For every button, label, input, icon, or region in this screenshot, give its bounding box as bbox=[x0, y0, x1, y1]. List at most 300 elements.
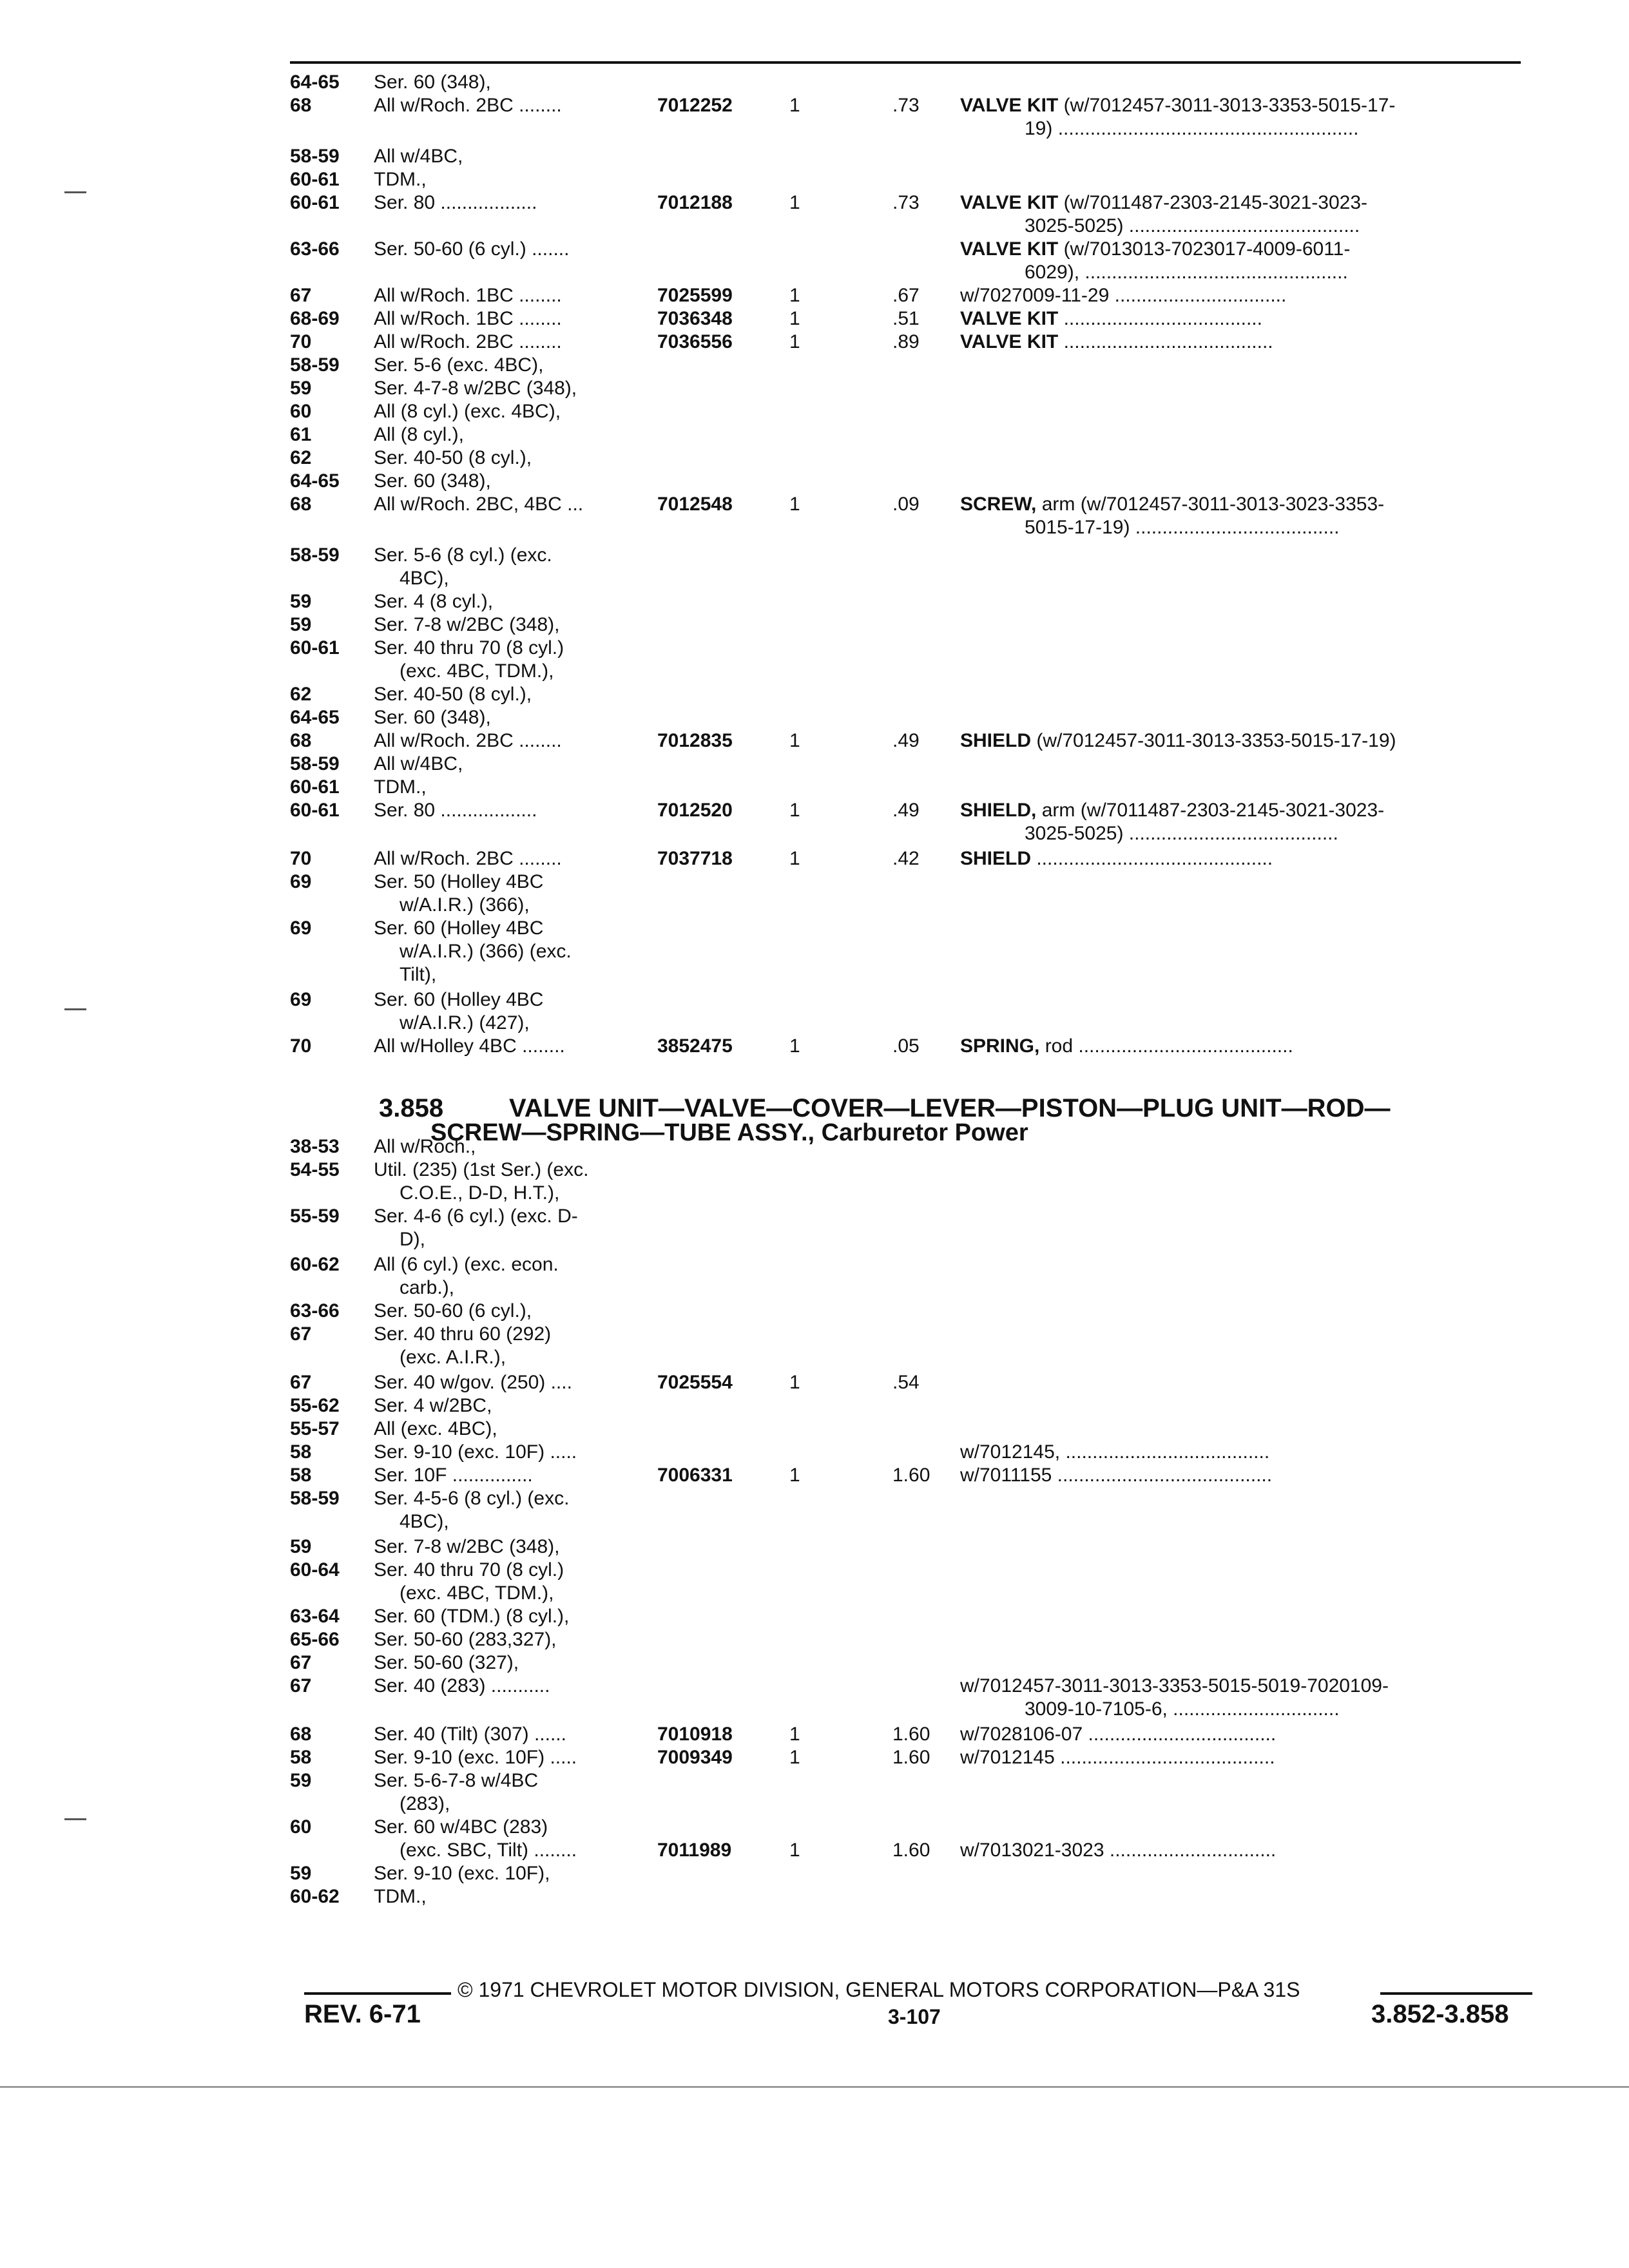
table-row bbox=[0, 447, 1629, 471]
description-continued: 5015-17-19) ...................................... bbox=[1025, 517, 1340, 538]
table-row bbox=[0, 567, 1629, 591]
application: Ser. 5-6 (exc. 4BC), bbox=[374, 354, 544, 376]
part-notes: w/7013021-3023 ............................... bbox=[960, 1840, 1277, 1861]
part-number: 7012520 bbox=[657, 800, 733, 821]
table-row bbox=[0, 400, 1629, 425]
application-continued: (exc. SBC, Tilt) ........ bbox=[400, 1840, 577, 1861]
model-years: 67 bbox=[290, 1675, 312, 1696]
part-number: 7011989 bbox=[657, 1840, 732, 1861]
model-years: 63-64 bbox=[290, 1606, 340, 1627]
part-name: VALVE KIT bbox=[960, 331, 1059, 352]
table-row bbox=[0, 1323, 1629, 1347]
part-number: 7036556 bbox=[657, 331, 733, 352]
model-years: 60 bbox=[290, 401, 312, 422]
table-row bbox=[0, 660, 1629, 684]
application: TDM., bbox=[374, 1886, 427, 1907]
table-row bbox=[0, 1012, 1629, 1036]
scan-edge-line bbox=[0, 2086, 1629, 2088]
application: All w/Holley 4BC ........ bbox=[374, 1035, 565, 1057]
model-years: 63-66 bbox=[290, 238, 340, 260]
price: 1.60 bbox=[892, 1465, 930, 1486]
copyright-line: © 1971 CHEVROLET MOTOR DIVISION, GENERAL MOTORS CORPORATION—P&A 31S bbox=[458, 1978, 1300, 2001]
application: Ser. 4 (8 cyl.), bbox=[374, 591, 494, 612]
revision-label: REV. 6-71 bbox=[304, 2000, 421, 2028]
part-name: SPRING, bbox=[960, 1035, 1040, 1057]
table-row bbox=[0, 1746, 1629, 1771]
part-name: VALVE KIT bbox=[960, 238, 1059, 260]
table-row bbox=[0, 145, 1629, 169]
part-name: VALVE KIT bbox=[960, 192, 1059, 213]
model-years: 67 bbox=[290, 1652, 312, 1673]
model-years: 68-69 bbox=[290, 308, 340, 329]
model-years: 55-57 bbox=[290, 1418, 340, 1439]
table-row bbox=[0, 729, 1629, 754]
part-notes: (w/7012457-3011-3013-3353-5015-17-19) bbox=[1031, 730, 1396, 751]
model-years: 63-66 bbox=[290, 1300, 340, 1321]
table-row bbox=[0, 940, 1629, 965]
table-row bbox=[0, 544, 1629, 568]
table-row bbox=[0, 191, 1629, 216]
quantity: 1 bbox=[789, 1465, 800, 1486]
application: All w/Roch. 2BC, 4BC ... bbox=[374, 494, 584, 515]
application: All (6 cyl.) (exc. econ. bbox=[374, 1254, 559, 1275]
model-years: 58 bbox=[290, 1441, 312, 1463]
price: .42 bbox=[892, 848, 920, 869]
model-years: 58-59 bbox=[290, 146, 340, 167]
part-description bbox=[960, 284, 1286, 307]
application-continued: (exc. 4BC, TDM.), bbox=[400, 660, 554, 682]
application: Ser. 7-8 w/2BC (348), bbox=[374, 614, 560, 635]
part-name: SHIELD bbox=[960, 730, 1032, 751]
application-continued: Tilt), bbox=[400, 964, 437, 985]
application-continued: w/A.I.R.) (427), bbox=[400, 1012, 530, 1033]
model-years: 60-64 bbox=[290, 1559, 340, 1581]
application: All w/Roch. 2BC ........ bbox=[374, 848, 562, 869]
table-row bbox=[0, 1487, 1629, 1512]
table-row bbox=[0, 776, 1629, 800]
table-row bbox=[0, 988, 1629, 1013]
application: Ser. 50 (Holley 4BC bbox=[374, 871, 544, 892]
model-years: 60 bbox=[290, 1816, 312, 1838]
model-years: 58-59 bbox=[290, 354, 340, 376]
application-continued: (283), bbox=[400, 1793, 450, 1814]
part-number: 7012188 bbox=[657, 192, 733, 213]
part-description bbox=[960, 238, 1350, 261]
application: All w/Roch. 2BC ........ bbox=[374, 95, 562, 116]
part-notes: w/7012145, ...................................... bbox=[960, 1441, 1270, 1463]
application: TDM., bbox=[374, 776, 427, 798]
model-years: 59 bbox=[290, 1863, 312, 1884]
table-row bbox=[0, 470, 1629, 494]
model-years: 68 bbox=[290, 95, 312, 116]
part-name: SCREW, bbox=[960, 494, 1037, 515]
table-row bbox=[0, 1862, 1629, 1887]
table-row bbox=[0, 917, 1629, 941]
application: Ser. 5-6-7-8 w/4BC bbox=[374, 1770, 539, 1791]
section-title-line2 bbox=[430, 1120, 1028, 1146]
quantity: 1 bbox=[789, 285, 800, 306]
application-continued: w/A.I.R.) (366), bbox=[400, 894, 530, 916]
table-row bbox=[0, 354, 1629, 378]
application: Ser. 40 (Tilt) (307) ...... bbox=[374, 1724, 566, 1745]
model-years: 54-55 bbox=[290, 1159, 340, 1180]
part-description bbox=[960, 1035, 1293, 1058]
model-years: 58-59 bbox=[290, 544, 340, 566]
table-row bbox=[0, 284, 1629, 309]
model-years: 58-59 bbox=[290, 753, 340, 774]
table-row bbox=[0, 261, 1629, 285]
table-row bbox=[0, 613, 1629, 638]
price: .49 bbox=[892, 730, 920, 751]
model-years: 70 bbox=[290, 848, 312, 869]
part-notes: (w/7012457-3011-3013-3353-5015-17- bbox=[1058, 95, 1396, 116]
quantity: 1 bbox=[789, 848, 800, 869]
model-years: 58 bbox=[290, 1465, 312, 1486]
part-description bbox=[960, 847, 1273, 870]
application: All w/Roch. 1BC ........ bbox=[374, 285, 562, 306]
part-description bbox=[960, 1675, 1389, 1698]
model-years: 64-65 bbox=[290, 707, 340, 728]
price: .51 bbox=[892, 308, 920, 329]
section-range: 3.852-3.858 bbox=[1371, 2000, 1509, 2028]
table-row bbox=[0, 168, 1629, 193]
model-years: 69 bbox=[290, 918, 312, 939]
table-row bbox=[0, 847, 1629, 872]
table-row bbox=[0, 1816, 1629, 1840]
application: Ser. 40-50 (8 cyl.), bbox=[374, 447, 532, 468]
application: All w/Roch. 2BC ........ bbox=[374, 331, 562, 352]
table-row bbox=[0, 377, 1629, 401]
application: Ser. 4-6 (6 cyl.) (exc. D- bbox=[374, 1206, 578, 1227]
application: All w/Roch. 1BC ........ bbox=[374, 308, 562, 329]
model-years: 65-66 bbox=[290, 1629, 340, 1650]
part-number: 7037718 bbox=[657, 848, 733, 869]
part-number: 7025599 bbox=[657, 285, 733, 306]
model-years: 59 bbox=[290, 591, 312, 612]
application-continued: 4BC), bbox=[400, 568, 449, 589]
model-years: 62 bbox=[290, 447, 312, 468]
model-years: 58 bbox=[290, 1747, 312, 1768]
table-row bbox=[0, 1723, 1629, 1747]
part-number: 3852475 bbox=[657, 1035, 733, 1057]
table-row bbox=[0, 1371, 1629, 1396]
application: All w/Roch., bbox=[374, 1136, 476, 1157]
application: Ser. 40 thru 70 (8 cyl.) bbox=[374, 637, 564, 658]
part-notes: ....................................... bbox=[1058, 331, 1273, 352]
model-years: 59 bbox=[290, 1770, 312, 1791]
model-years: 60-61 bbox=[290, 169, 340, 190]
application: Ser. 60 (Holley 4BC bbox=[374, 918, 544, 939]
table-row bbox=[0, 1276, 1629, 1301]
table-row bbox=[0, 1182, 1629, 1206]
application: Ser. 50-60 (327), bbox=[374, 1652, 519, 1673]
application: Util. (235) (1st Ser.) (exc. bbox=[374, 1159, 589, 1180]
footer-rule-right bbox=[1380, 1992, 1532, 1995]
table-row bbox=[0, 117, 1629, 142]
model-years: 59 bbox=[290, 1536, 312, 1557]
model-years: 68 bbox=[290, 1724, 312, 1745]
table-row bbox=[0, 1651, 1629, 1676]
table-row bbox=[0, 870, 1629, 895]
table-row bbox=[0, 1510, 1629, 1535]
model-years: 60-61 bbox=[290, 637, 340, 658]
description-continued: 3025-5025) ........................................... bbox=[1025, 215, 1360, 236]
model-years: 69 bbox=[290, 871, 312, 892]
price: .67 bbox=[892, 285, 920, 306]
table-row bbox=[0, 706, 1629, 731]
description-continued: 6029), ................................................. bbox=[1025, 262, 1348, 283]
table-row bbox=[0, 71, 1629, 95]
table-row bbox=[0, 1158, 1629, 1183]
footer-rule-left bbox=[304, 1992, 451, 1995]
table-row bbox=[0, 1839, 1629, 1863]
application: Ser. 50-60 (283,327), bbox=[374, 1629, 557, 1650]
part-name: VALVE KIT bbox=[960, 308, 1059, 329]
table-row bbox=[0, 1346, 1629, 1370]
model-years: 60-61 bbox=[290, 192, 340, 213]
table-row bbox=[0, 1228, 1629, 1253]
price: 1.60 bbox=[892, 1840, 930, 1861]
part-notes: (w/7011487-2303-2145-3021-3023- bbox=[1058, 192, 1368, 213]
part-notes: w/7012145 ........................................ bbox=[960, 1747, 1275, 1768]
table-row bbox=[0, 238, 1629, 262]
quantity: 1 bbox=[789, 800, 800, 821]
part-description bbox=[960, 331, 1273, 354]
application: Ser. 60 (Holley 4BC bbox=[374, 989, 544, 1010]
table-row bbox=[0, 516, 1629, 541]
model-years: 62 bbox=[290, 684, 312, 705]
table-row bbox=[0, 799, 1629, 823]
part-number: 7009349 bbox=[657, 1747, 733, 1768]
model-years: 59 bbox=[290, 614, 312, 635]
part-notes: ............................................ bbox=[1031, 848, 1273, 869]
quantity: 1 bbox=[789, 308, 800, 329]
application: Ser. 60 (348), bbox=[374, 470, 491, 492]
model-years: 67 bbox=[290, 285, 312, 306]
table-row bbox=[0, 894, 1629, 918]
quantity: 1 bbox=[789, 95, 800, 116]
application-continued: D), bbox=[400, 1229, 425, 1250]
model-years: 61 bbox=[290, 424, 312, 445]
page-number: 3-107 bbox=[888, 2005, 941, 2028]
description-continued: 3009-10-7105-6, ............................... bbox=[1025, 1698, 1340, 1720]
model-years: 58-59 bbox=[290, 1488, 340, 1509]
part-description bbox=[960, 1746, 1275, 1769]
application: All (exc. 4BC), bbox=[374, 1418, 497, 1439]
application: TDM., bbox=[374, 169, 427, 190]
quantity: 1 bbox=[789, 1747, 800, 1768]
price: .05 bbox=[892, 1035, 920, 1057]
part-description bbox=[960, 1464, 1272, 1487]
model-years: 67 bbox=[290, 1323, 312, 1345]
section-title-line1: VALVE UNIT—VALVE—COVER—LEVER—PISTON—PLUG UNIT—ROD— bbox=[509, 1094, 1391, 1122]
application: Ser. 50-60 (6 cyl.) ....... bbox=[374, 238, 570, 260]
part-number: 7012835 bbox=[657, 730, 733, 751]
table-row bbox=[0, 822, 1629, 847]
application-continued: (exc. 4BC, TDM.), bbox=[400, 1582, 554, 1604]
application: Ser. 50-60 (6 cyl.), bbox=[374, 1300, 532, 1321]
part-name: VALVE KIT bbox=[960, 95, 1059, 116]
table-row bbox=[0, 1035, 1629, 1059]
part-number: 7012548 bbox=[657, 494, 733, 515]
quantity: 1 bbox=[789, 331, 800, 352]
application: Ser. 9-10 (exc. 10F), bbox=[374, 1863, 550, 1884]
application: Ser. 60 (TDM.) (8 cyl.), bbox=[374, 1606, 570, 1627]
quantity: 1 bbox=[789, 494, 800, 515]
part-number: 7010918 bbox=[657, 1724, 733, 1745]
part-description bbox=[960, 1839, 1276, 1862]
part-description bbox=[960, 729, 1396, 753]
table-row bbox=[0, 215, 1629, 239]
table-row bbox=[0, 1205, 1629, 1229]
part-number: 7025554 bbox=[657, 1372, 733, 1393]
model-years: 64-65 bbox=[290, 72, 340, 93]
model-years: 70 bbox=[290, 1035, 312, 1057]
application: Ser. 40 thru 70 (8 cyl.) bbox=[374, 1559, 564, 1581]
application: Ser. 7-8 w/2BC (348), bbox=[374, 1536, 560, 1557]
part-name: SHIELD, bbox=[960, 800, 1037, 821]
model-years: 55-59 bbox=[290, 1206, 340, 1227]
part-notes: (w/7013013-7023017-4009-6011- bbox=[1058, 238, 1351, 260]
application: Ser. 60 (348), bbox=[374, 72, 491, 93]
quantity: 1 bbox=[789, 1372, 800, 1393]
price: .54 bbox=[892, 1372, 920, 1393]
model-years: 59 bbox=[290, 378, 312, 399]
application: Ser. 4 w/2BC, bbox=[374, 1395, 492, 1416]
price: .89 bbox=[892, 331, 920, 352]
price: 1.60 bbox=[892, 1724, 930, 1745]
quantity: 1 bbox=[789, 1840, 800, 1861]
application-continued: carb.), bbox=[400, 1277, 455, 1298]
application: Ser. 4-5-6 (8 cyl.) (exc. bbox=[374, 1488, 570, 1509]
application: All w/4BC, bbox=[374, 146, 463, 167]
section-title-bold: SCREW—SPRING—TUBE ASSY., bbox=[430, 1119, 815, 1146]
part-description bbox=[960, 94, 1395, 117]
table-row bbox=[0, 1885, 1629, 1910]
table-row bbox=[0, 1535, 1629, 1560]
part-notes: ..................................... bbox=[1058, 308, 1262, 329]
part-notes: arm (w/7011487-2303-2145-3021-3023- bbox=[1036, 800, 1385, 821]
part-notes: w/7028106-07 ................................... bbox=[960, 1724, 1277, 1745]
application: Ser. 40-50 (8 cyl.), bbox=[374, 684, 532, 705]
application: Ser. 80 .................. bbox=[374, 192, 537, 213]
table-row bbox=[0, 1792, 1629, 1817]
application: Ser. 40 (283) ........... bbox=[374, 1675, 550, 1696]
table-row bbox=[0, 753, 1629, 777]
table-row bbox=[0, 94, 1629, 119]
quantity: 1 bbox=[789, 192, 800, 213]
application: Ser. 10F ............... bbox=[374, 1465, 533, 1486]
part-notes: rod ........................................ bbox=[1039, 1035, 1293, 1057]
model-years: 68 bbox=[290, 494, 312, 515]
part-notes: arm (w/7012457-3011-3013-3023-3353- bbox=[1036, 494, 1385, 515]
table-row bbox=[0, 683, 1629, 707]
application: Ser. 5-6 (8 cyl.) (exc. bbox=[374, 544, 552, 566]
section-number: 3.858 bbox=[379, 1094, 444, 1122]
table-row bbox=[0, 1418, 1629, 1442]
table-row bbox=[0, 493, 1629, 517]
part-description bbox=[960, 493, 1384, 516]
application-continued: w/A.I.R.) (366) (exc. bbox=[400, 941, 572, 962]
description-continued: 3025-5025) ....................................... bbox=[1025, 823, 1338, 844]
part-number: 7006331 bbox=[657, 1465, 733, 1486]
model-years: 38-53 bbox=[290, 1136, 340, 1157]
model-years: 60-62 bbox=[290, 1254, 340, 1275]
model-years: 55-62 bbox=[290, 1395, 340, 1416]
application: Ser. 80 .................. bbox=[374, 800, 537, 821]
part-notes: w/7027009-11-29 ................................ bbox=[960, 285, 1287, 306]
application-continued: (exc. A.I.R.), bbox=[400, 1347, 506, 1368]
application: Ser. 9-10 (exc. 10F) ..... bbox=[374, 1747, 577, 1768]
table-row bbox=[0, 1253, 1629, 1278]
part-description bbox=[960, 307, 1262, 331]
application: All w/Roch. 2BC ........ bbox=[374, 730, 562, 751]
description-continued: 19) ........................................................ bbox=[1025, 118, 1359, 139]
part-description bbox=[960, 1723, 1276, 1746]
table-row bbox=[0, 1464, 1629, 1488]
price: 1.60 bbox=[892, 1747, 930, 1768]
part-description bbox=[960, 799, 1384, 822]
table-row bbox=[0, 1559, 1629, 1583]
part-number: 7012252 bbox=[657, 95, 733, 116]
application: All (8 cyl.) (exc. 4BC), bbox=[374, 401, 561, 422]
table-row bbox=[0, 1394, 1629, 1419]
model-years: 60-61 bbox=[290, 800, 340, 821]
price: .73 bbox=[892, 192, 920, 213]
table-row bbox=[0, 307, 1629, 332]
application-continued: 4BC), bbox=[400, 1511, 449, 1532]
table-row bbox=[0, 1769, 1629, 1794]
application: Ser. 60 w/4BC (283) bbox=[374, 1816, 548, 1838]
table-row bbox=[0, 1605, 1629, 1629]
price: .73 bbox=[892, 95, 920, 116]
model-years: 70 bbox=[290, 331, 312, 352]
application: Ser. 60 (348), bbox=[374, 707, 491, 728]
part-notes: w/7011155 ........................................ bbox=[960, 1465, 1273, 1486]
table-row bbox=[0, 1582, 1629, 1606]
table-row bbox=[0, 1441, 1629, 1465]
model-years: 67 bbox=[290, 1372, 312, 1393]
part-name: SHIELD bbox=[960, 848, 1032, 869]
quantity: 1 bbox=[789, 1035, 800, 1057]
table-row bbox=[0, 1675, 1629, 1699]
price: .09 bbox=[892, 494, 920, 515]
application: All w/4BC, bbox=[374, 753, 463, 774]
model-years: 60-62 bbox=[290, 1886, 340, 1907]
table-row bbox=[0, 1698, 1629, 1722]
part-description bbox=[960, 191, 1367, 215]
table-row bbox=[0, 637, 1629, 661]
application: Ser. 9-10 (exc. 10F) ..... bbox=[374, 1441, 577, 1463]
section-title-rest: Carburetor Power bbox=[815, 1119, 1028, 1146]
table-row bbox=[0, 963, 1629, 988]
application: Ser. 40 thru 60 (292) bbox=[374, 1323, 552, 1345]
table-row bbox=[0, 423, 1629, 448]
model-years: 68 bbox=[290, 730, 312, 751]
table-row bbox=[0, 590, 1629, 615]
table-row bbox=[0, 1300, 1629, 1324]
quantity: 1 bbox=[789, 1724, 800, 1745]
application: Ser. 4-7-8 w/2BC (348), bbox=[374, 378, 577, 399]
part-number: 7036348 bbox=[657, 308, 733, 329]
part-description bbox=[960, 1441, 1269, 1464]
model-years: 64-65 bbox=[290, 470, 340, 492]
quantity: 1 bbox=[789, 730, 800, 751]
application: All (8 cyl.), bbox=[374, 424, 465, 445]
table-row bbox=[0, 1628, 1629, 1653]
model-years: 60-61 bbox=[290, 776, 340, 798]
application-continued: C.O.E., D-D, H.T.), bbox=[400, 1182, 560, 1204]
